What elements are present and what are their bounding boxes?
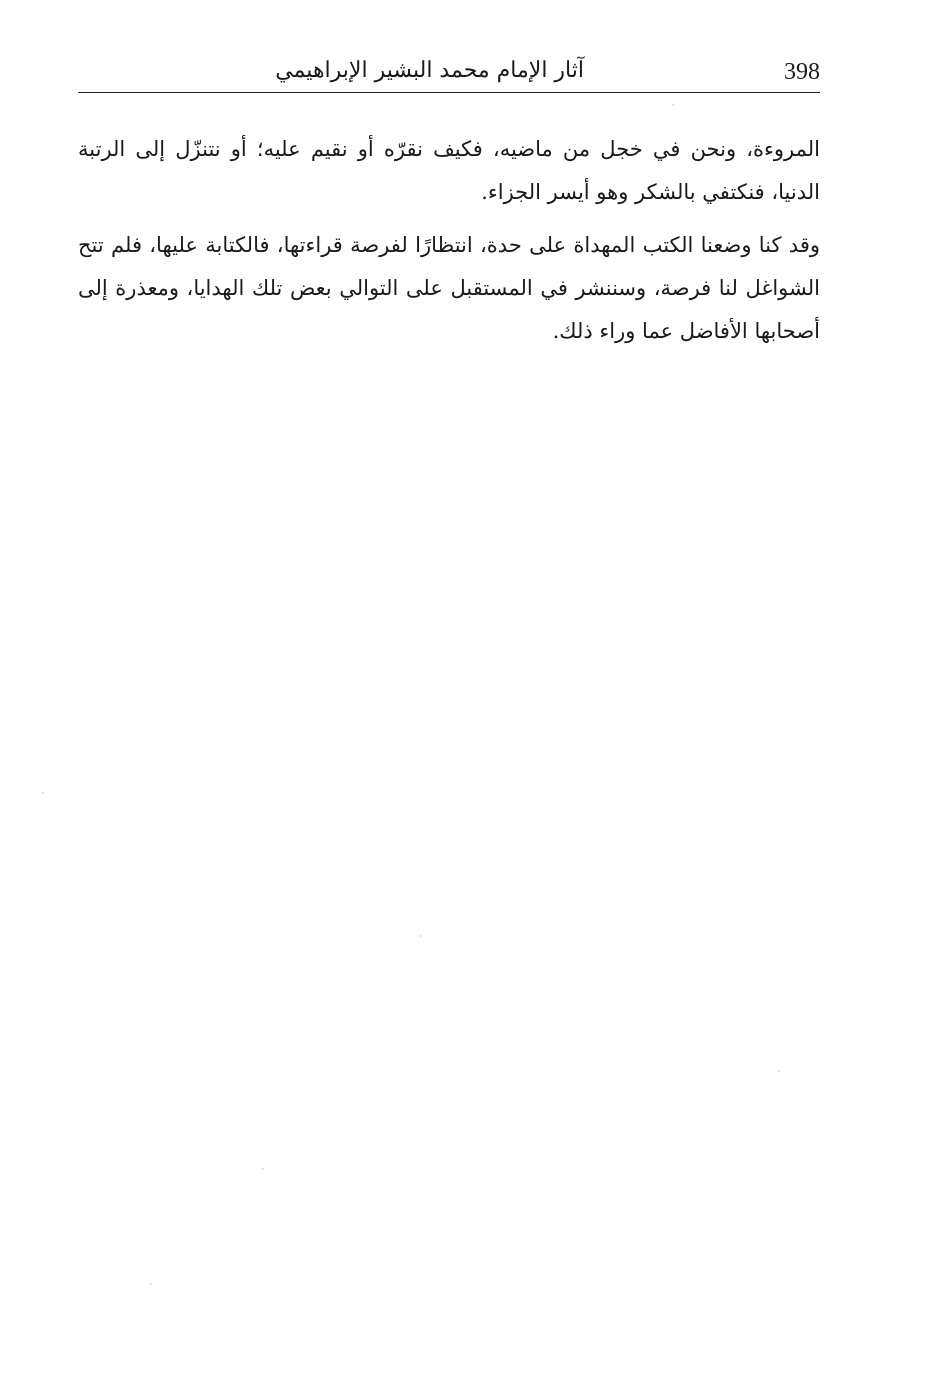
body-text [78, 128, 820, 363]
scan-speck [778, 1070, 780, 1072]
scan-speck [42, 792, 44, 794]
running-title: آثار الإمام محمد البشير الإبراهيمي [275, 58, 584, 83]
scan-speck [672, 104, 674, 106]
scan-speck [150, 1283, 152, 1285]
scan-speck [262, 1168, 264, 1170]
scan-speck [420, 935, 422, 937]
paragraph-2: وقد كنا وضعنا الكتب المهداة على حدة، انتظارًا لفرصة قراءتها، فالكتابة عليها، فلم تتح الشواغل لنا فرصة، وسننشر في المستقبل على التوالي بعض تلك الهدايا، ومعذرة إلى أصحابها الأفاضل عما وراء ذلك. [78, 233, 820, 343]
running-head [78, 52, 820, 92]
header-rule [78, 92, 820, 93]
paragraph-1: المروءة، ونحن في خجل من ماضيه، فكيف نقرّه أو نقيم عليه؛ أو نتنزّل إلى الرتبة الدنيا، فنكتفي بالشكر وهو أيسر الجزاء. [78, 137, 820, 204]
page-number: 398 [784, 59, 820, 85]
